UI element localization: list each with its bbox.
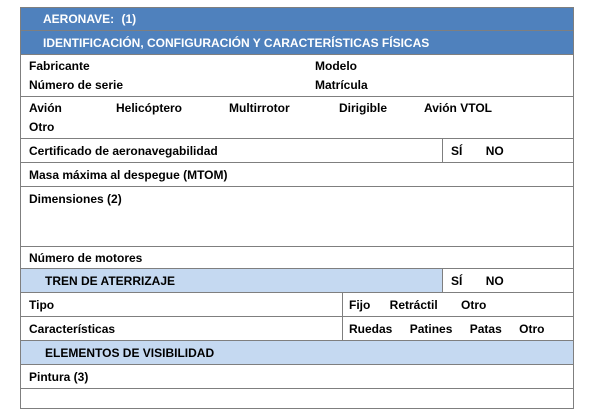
- visibility-header-row: [21, 341, 574, 365]
- landing-gear-title: TREN DE ATERRIZAJE: [21, 269, 443, 293]
- aircraft-form: [20, 7, 573, 409]
- registration-label: Matrícula: [315, 78, 368, 92]
- type-option-multirotor[interactable]: Multirrotor: [229, 101, 290, 115]
- identification-row: [21, 55, 574, 97]
- gear-type-row: [21, 293, 574, 317]
- model-label: Modelo: [315, 59, 357, 73]
- airworthiness-label: Certificado de aeronavegabilidad: [21, 139, 443, 163]
- gear-features-row: [21, 317, 574, 341]
- blank-row: [21, 389, 574, 409]
- engines-label: Número de motores: [21, 247, 574, 269]
- gear-type-fixed[interactable]: Fijo: [349, 297, 371, 312]
- engines-row: [21, 247, 574, 269]
- airworthiness-row: [21, 139, 574, 163]
- blank-cell: [21, 389, 574, 409]
- gear-type-other[interactable]: Otro: [461, 297, 487, 312]
- type-option-airplane[interactable]: Avión: [29, 101, 62, 115]
- paint-label: Pintura (3): [21, 365, 574, 389]
- type-option-other[interactable]: Otro: [29, 120, 55, 134]
- gear-features-options: [343, 317, 574, 341]
- landing-gear-options: [443, 269, 574, 293]
- type-option-helicopter[interactable]: Helicóptero: [116, 101, 183, 115]
- paint-row: [21, 365, 574, 389]
- type-option-vtol[interactable]: Avión VTOL: [424, 101, 493, 115]
- mtom-label: Masa máxima al despegue (MTOM): [21, 163, 574, 187]
- identification-cell: [21, 55, 574, 97]
- aircraft-header: [21, 8, 574, 31]
- airworthiness-options: [443, 139, 574, 163]
- gear-feature-legs[interactable]: Patas: [469, 321, 502, 336]
- gear-type-label: Tipo: [21, 293, 343, 317]
- mtom-row: [21, 163, 574, 187]
- manufacturer-label: Fabricante: [29, 59, 90, 73]
- gear-feature-skids[interactable]: Patines: [409, 321, 453, 336]
- airworthiness-no[interactable]: NO: [485, 143, 504, 158]
- section-header-row: [21, 31, 574, 55]
- gear-feature-wheels[interactable]: Ruedas: [349, 321, 393, 336]
- aircraft-number: (1): [121, 12, 137, 26]
- landing-gear-yes[interactable]: SÍ: [451, 273, 463, 288]
- gear-feature-other[interactable]: Otro: [519, 321, 545, 336]
- form-table: [20, 7, 574, 409]
- aircraft-type-row: [21, 97, 574, 139]
- dimensions-label: Dimensiones (2): [21, 187, 574, 247]
- landing-gear-header-row: [21, 269, 574, 293]
- aircraft-label: AERONAVE:: [43, 12, 115, 26]
- gear-type-options: [343, 293, 574, 317]
- gear-type-retractable[interactable]: Retráctil: [389, 297, 438, 312]
- gear-features-label: Características: [21, 317, 343, 341]
- airworthiness-yes[interactable]: SÍ: [451, 143, 463, 158]
- landing-gear-no[interactable]: NO: [485, 273, 504, 288]
- aircraft-header-row: [21, 8, 574, 31]
- section-title: IDENTIFICACIÓN, CONFIGURACIÓN Y CARACTERÍSTICAS FÍSICAS: [21, 31, 574, 55]
- dimensions-row: [21, 187, 574, 247]
- type-option-airship[interactable]: Dirigible: [339, 101, 388, 115]
- serial-number-label: Número de serie: [29, 78, 124, 92]
- aircraft-type-cell: [21, 97, 574, 139]
- visibility-title: ELEMENTOS DE VISIBILIDAD: [21, 341, 574, 365]
